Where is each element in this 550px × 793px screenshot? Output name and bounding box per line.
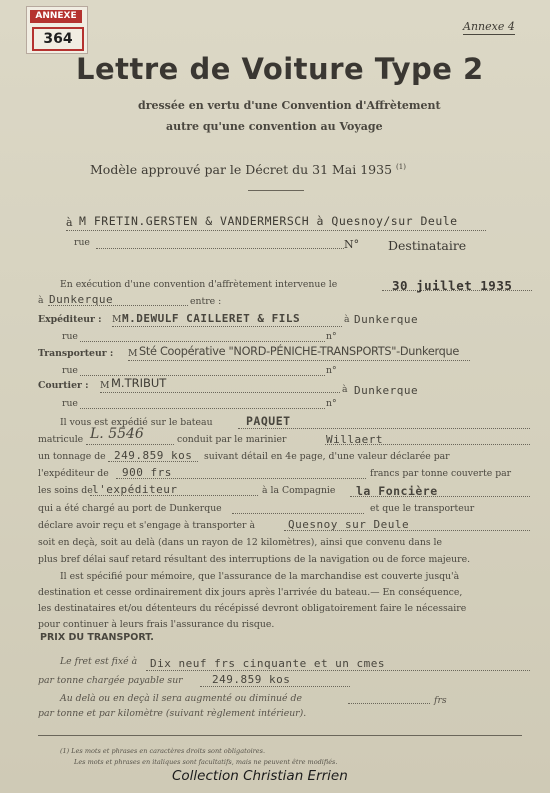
transporteur-no-label: n° — [326, 365, 337, 376]
transporteur-value: Sté Coopérative "NORD-PÉNICHE-TRANSPORTS"-Dunkerque — [139, 345, 460, 358]
body-line-5-text-a: les soins de — [38, 485, 93, 496]
recipient-name: M FRETIN.GERSTEN & VANDERMERSCH à Quesnoy/sur Deule — [79, 214, 458, 228]
decree-note: (1) — [396, 162, 406, 171]
body-line-9: plus bref délai sauf retard résultant des interruptions de la navigation ou de force majeure. — [38, 554, 471, 565]
courtier-label: Courtier : — [38, 380, 89, 391]
body-line-6-text-a: qui a été chargé au port de Dunkerque — [38, 503, 222, 514]
payable-value: 249.859 kos — [212, 673, 291, 686]
prix-line-1-text: Le fret est fixé à — [60, 656, 138, 667]
body-line-2-text-a: matricule — [38, 434, 84, 445]
courtier-rue-line — [80, 408, 325, 409]
courtier-value: M.TRIBUT — [111, 376, 167, 390]
matricule-value: L. 5546 — [90, 426, 144, 442]
destination-value: Quesnoy sur Deule — [288, 518, 410, 531]
body-line-4-text-b: francs par tonne couverte par — [370, 468, 512, 479]
footnote-divider — [38, 735, 522, 736]
annex-label: Annexe 4 — [463, 20, 515, 33]
augmentation-line — [348, 703, 430, 704]
body-line-2-text-b: conduit par le marinier — [177, 434, 287, 445]
courtier-no-label: n° — [326, 398, 337, 409]
body-line-3-text-b: suivant détail en 4e page, d'une valeur déclarée par — [204, 451, 450, 462]
transporteur-line — [128, 360, 470, 361]
divider — [248, 190, 304, 191]
recipient-rue-label: rue — [74, 237, 90, 248]
body-line-4-text-a: l'expéditeur de — [38, 468, 109, 479]
courtier-city-prefix: à — [342, 384, 348, 395]
transporteur-label: Transporteur : — [38, 348, 114, 359]
prix-heading: PRIX DU TRANSPORT. — [40, 632, 154, 643]
recipient-no-label: N° — [344, 238, 360, 251]
between-label: entre : — [190, 296, 222, 307]
subtitle-line-1: dressée en vertu d'une Convention d'Affrètement — [138, 99, 441, 112]
matricule-line — [86, 444, 174, 445]
transporteur-rue-label: rue — [62, 365, 78, 376]
valeur-line — [116, 478, 366, 479]
footnote-line-2: Les mots et phrases en italiques sont facultatifs, mais ne peuvent être modifiés. — [74, 758, 338, 766]
expediteur-no-label: n° — [326, 331, 337, 342]
subtitle-line-2: autre qu'une convention au Voyage — [166, 120, 383, 133]
decree-line — [90, 162, 406, 177]
insurance-line-4: pour continuer à leurs frais l'assurance du risque. — [38, 619, 275, 630]
courtier-prefix: M — [100, 380, 110, 391]
convention-place-prefix: à — [38, 295, 44, 306]
payable-line — [200, 686, 350, 687]
tonnage-line — [108, 461, 198, 462]
convention-text: En exécution d'une convention d'affrètement intervenue le — [60, 279, 338, 290]
marinier-line — [325, 444, 530, 445]
expediteur-prefix: M — [112, 314, 122, 325]
fret-line — [146, 670, 530, 671]
recipient-role: Destinataire — [388, 238, 467, 253]
fret-value: Dix neuf frs cinquante et un cmes — [150, 657, 386, 670]
body-line-5-text-b: à la Compagnie — [262, 485, 336, 496]
expediteur-rue-label: rue — [62, 331, 78, 342]
compagnie-line — [350, 496, 530, 497]
prix-line-3: Au delà ou en deçà il sera augmenté ou diminué de — [60, 693, 302, 704]
expediteur-city-prefix: à — [344, 314, 350, 325]
body-line-6-text-b: et que le transporteur — [370, 503, 475, 514]
frs-label: frs — [434, 695, 447, 706]
insurance-line-1: Il est spécifié pour mémoire, que l'assurance de la marchandise est couverte jusqu'à — [60, 571, 460, 582]
prix-line-2-text: par tonne chargée payable sur — [38, 675, 183, 686]
footnote-line-1: (1) Les mots et phrases en caractères droits sont obligatoires. — [60, 747, 266, 755]
port-line — [232, 513, 364, 514]
courtier-line — [100, 392, 340, 393]
soins-value: l'expéditeur — [92, 483, 178, 496]
convention-place-line — [48, 305, 188, 306]
collection-caption: Collection Christian Errien — [172, 768, 348, 784]
recipient-prefix: à — [66, 216, 73, 229]
body-line-7-text-a: déclare avoir reçu et s'engage à transporter à — [38, 520, 256, 531]
expediteur-city: Dunkerque — [354, 313, 419, 326]
transporteur-prefix: M — [128, 348, 138, 359]
decree-text: Modèle approuvé par le Décret du 31 Mai 1935 — [90, 162, 393, 177]
insurance-line-2: destination et cesse ordinairement dix jours après l'arrivée du bateau.— En conséquence, — [38, 587, 463, 598]
boat-name: PAQUET — [246, 414, 291, 428]
soins-line — [90, 495, 258, 496]
body-line-8: soit en deçà, soit au delà (dans un rayon de 12 kilomètres), ainsi que convenu dans le — [38, 537, 443, 548]
body-line-1-text: Il vous est expédié sur le bateau — [60, 417, 213, 428]
expediteur-value: M.DEWULF CAILLERET & FILS — [122, 312, 301, 325]
tonnage-value: 249.859 kos — [114, 449, 193, 462]
convention-date: 30 juillet 1935 — [392, 278, 513, 293]
destination-line — [284, 530, 530, 531]
recipient-rue-line — [96, 248, 344, 249]
insurance-line-3: les destinataires et/ou détenteurs du récépissé devront obligatoirement faire le nécessaire — [38, 603, 467, 614]
courtier-city: Dunkerque — [354, 384, 419, 397]
convention-place: Dunkerque — [49, 293, 114, 306]
page-title: Lettre de Voiture Type 2 — [76, 52, 484, 86]
recipient-line — [66, 230, 486, 231]
valeur-value: 900 frs — [122, 466, 172, 479]
stamp-label: ANNEXE — [30, 10, 82, 23]
courtier-rue-label: rue — [62, 398, 78, 409]
annexe-stamp — [26, 6, 88, 54]
body-line-3-text-a: un tonnage de — [38, 451, 106, 462]
compagnie-value: la Foncière — [356, 484, 438, 498]
expediteur-label: Expéditeur : — [38, 314, 102, 325]
marinier-value: Willaert — [326, 433, 383, 446]
prix-line-4: par tonne et par kilomètre (suivant règlement intérieur). — [38, 708, 307, 719]
expediteur-line — [112, 326, 342, 327]
boat-line — [238, 428, 530, 429]
stamp-number: 364 — [32, 27, 84, 51]
expediteur-rue-line — [80, 341, 325, 342]
